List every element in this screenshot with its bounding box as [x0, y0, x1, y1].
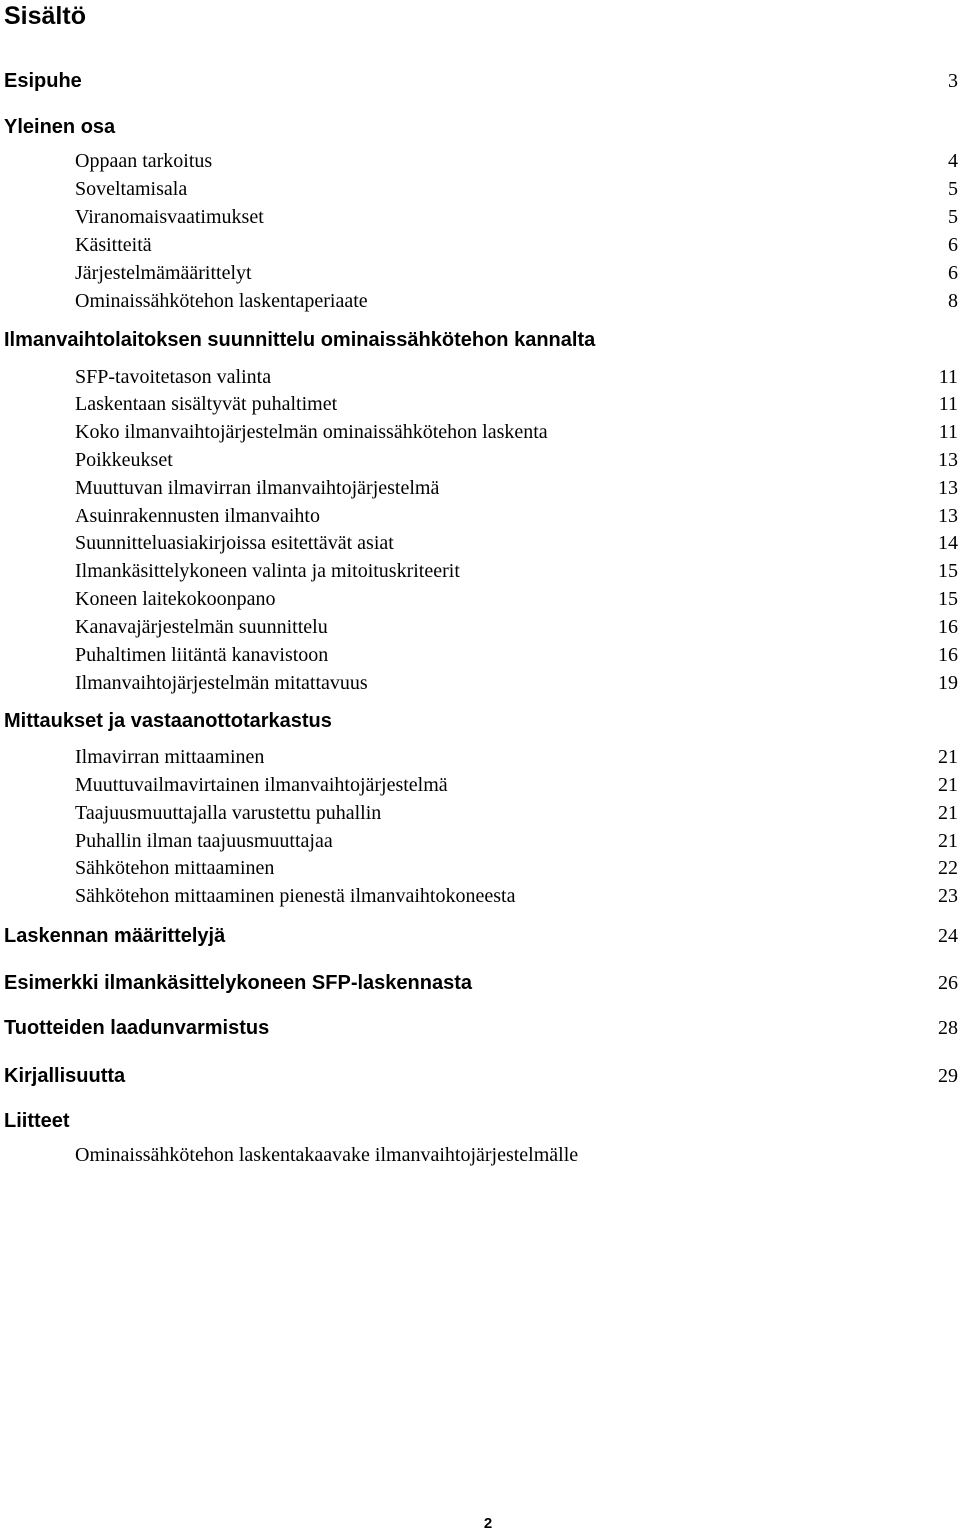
- toc-item[interactable]: [0, 147, 960, 175]
- toc-item[interactable]: [0, 854, 960, 882]
- toc-page-number: 5: [948, 178, 958, 200]
- toc-item[interactable]: [0, 585, 960, 613]
- toc-item-label: Muuttuvan ilmavirran ilmanvaihtojärjestelmä: [75, 477, 440, 499]
- toc-section-laskennan-maarittelyja[interactable]: [0, 922, 960, 950]
- toc-item[interactable]: [0, 390, 960, 418]
- toc-section-kirjallisuutta[interactable]: [0, 1062, 960, 1090]
- toc-page-number: 16: [938, 644, 958, 666]
- toc-item[interactable]: [0, 669, 960, 697]
- toc-page-number: 6: [948, 262, 958, 284]
- toc-item[interactable]: [0, 502, 960, 530]
- toc-item-label: SFP-tavoitetason valinta: [75, 366, 272, 388]
- toc-item[interactable]: [0, 529, 960, 557]
- toc-item[interactable]: [0, 363, 960, 391]
- toc-item-label: Ominaissähkötehon laskentaperiaate: [75, 290, 368, 312]
- toc-item-label: Ominaissähkötehon laskentakaavake ilmanvaihtojärjestelmälle: [75, 1144, 579, 1166]
- toc-item-label: Laskentaan sisältyvät puhaltimet: [75, 393, 338, 415]
- toc-item[interactable]: [0, 203, 960, 231]
- toc-item[interactable]: [0, 446, 960, 474]
- toc-item[interactable]: [0, 557, 960, 585]
- toc-item[interactable]: [0, 799, 960, 827]
- page-title: Sisältö: [4, 2, 86, 30]
- toc-section-esimerkki[interactable]: [0, 969, 960, 997]
- toc-item[interactable]: [0, 771, 960, 799]
- toc-page-number: 8: [948, 290, 958, 312]
- toc-section-liitteet[interactable]: [0, 1107, 960, 1135]
- toc-section-esipuhe[interactable]: [0, 67, 960, 95]
- toc-section-label: Esimerkki ilmankäsittelykoneen SFP-laskennasta: [4, 972, 472, 994]
- toc-section-label: Mittaukset ja vastaanottotarkastus: [4, 710, 332, 732]
- toc-page-number: 5: [948, 206, 958, 228]
- toc-item[interactable]: [0, 287, 960, 315]
- toc-item[interactable]: [0, 418, 960, 446]
- toc-item[interactable]: [0, 259, 960, 287]
- toc-item[interactable]: [0, 175, 960, 203]
- toc-page-number: 13: [938, 505, 958, 527]
- toc-item-label: Viranomaisvaatimukset: [75, 206, 264, 228]
- toc-item-label: Taajuusmuuttajalla varustettu puhallin: [75, 802, 382, 824]
- toc-section-yleinen-osa[interactable]: [0, 113, 960, 141]
- toc-item[interactable]: [0, 474, 960, 502]
- toc-item-label: Sähkötehon mittaaminen pienestä ilmanvaihtokoneesta: [75, 885, 516, 907]
- toc-item-label: Ilmavirran mittaaminen: [75, 746, 265, 768]
- toc-item[interactable]: [0, 1141, 960, 1169]
- toc-page-number: 4: [948, 150, 958, 172]
- toc-page-number: 28: [938, 1017, 958, 1039]
- toc-page-number: 21: [938, 830, 958, 852]
- toc-section-label: Yleinen osa: [4, 116, 116, 138]
- toc-page-number: 24: [938, 925, 958, 947]
- toc-page-number: 21: [938, 802, 958, 824]
- toc-page-number: 19: [938, 672, 958, 694]
- toc-section-label: Esipuhe: [4, 70, 82, 92]
- toc-item-label: Puhallin ilman taajuusmuuttajaa: [75, 830, 333, 852]
- toc-page-number: 21: [938, 774, 958, 796]
- toc-item-label: Käsitteitä: [75, 234, 152, 256]
- toc-item-label: Ilmankäsittelykoneen valinta ja mitoituskriteerit: [75, 560, 460, 582]
- page-number: 2: [483, 1515, 493, 1532]
- toc-item[interactable]: [0, 882, 960, 910]
- toc-page-number: 13: [938, 477, 958, 499]
- toc-item[interactable]: [0, 613, 960, 641]
- toc-section-label: Kirjallisuutta: [4, 1065, 126, 1087]
- toc-item[interactable]: [0, 231, 960, 259]
- toc-item-label: Poikkeukset: [75, 449, 173, 471]
- toc-section-label: Ilmanvaihtolaitoksen suunnittelu ominaissähkötehon kannalta: [4, 329, 596, 351]
- toc-page-number: 11: [938, 421, 958, 443]
- toc-item-label: Koko ilmanvaihtojärjestelmän ominaissähkötehon laskenta: [75, 421, 548, 443]
- toc-item-label: Koneen laitekokoonpano: [75, 588, 276, 610]
- toc-item-label: Oppaan tarkoitus: [75, 150, 213, 172]
- toc-item[interactable]: [0, 743, 960, 771]
- toc-page-number: 11: [938, 366, 958, 388]
- toc-section-suunnittelu[interactable]: [0, 326, 960, 354]
- toc-page-number: 6: [948, 234, 958, 256]
- toc-section-label: Tuotteiden laadunvarmistus: [4, 1017, 270, 1039]
- toc-page-number: 15: [938, 560, 958, 582]
- toc-item-label: Ilmanvaihtojärjestelmän mitattavuus: [75, 672, 368, 694]
- toc-item-label: Suunnitteluasiakirjoissa esitettävät asiat: [75, 532, 394, 554]
- toc-page-number: 26: [938, 972, 958, 994]
- toc-item-label: Kanavajärjestelmän suunnittelu: [75, 616, 328, 638]
- toc-page-number: 22: [938, 857, 958, 879]
- toc-section-mittaukset[interactable]: [0, 707, 960, 735]
- toc-page-number: 3: [948, 70, 958, 92]
- toc-item-label: Soveltamisala: [75, 178, 188, 200]
- toc-section-tuotteiden-laadunvarmistus[interactable]: [0, 1014, 960, 1042]
- toc-page-number: 29: [938, 1065, 958, 1087]
- toc-item-label: Puhaltimen liitäntä kanavistoon: [75, 644, 329, 666]
- toc-item-label: Muuttuvailmavirtainen ilmanvaihtojärjestelmä: [75, 774, 448, 796]
- toc-page-number: 11: [938, 393, 958, 415]
- toc-page-number: 23: [938, 885, 958, 907]
- toc-page-number: 13: [938, 449, 958, 471]
- toc-item-label: Sähkötehon mittaaminen: [75, 857, 275, 879]
- toc-item[interactable]: [0, 827, 960, 855]
- toc-page-number: 21: [938, 746, 958, 768]
- toc-page-number: 14: [938, 532, 958, 554]
- toc-item-label: Asuinrakennusten ilmanvaihto: [75, 505, 320, 527]
- toc-section-label: Liitteet: [4, 1110, 70, 1132]
- toc-page-number: 15: [938, 588, 958, 610]
- toc-item-label: Järjestelmämäärittelyt: [75, 262, 252, 284]
- toc-page-number: 16: [938, 616, 958, 638]
- toc-section-label: Laskennan määrittelyjä: [4, 925, 226, 947]
- toc-item[interactable]: [0, 641, 960, 669]
